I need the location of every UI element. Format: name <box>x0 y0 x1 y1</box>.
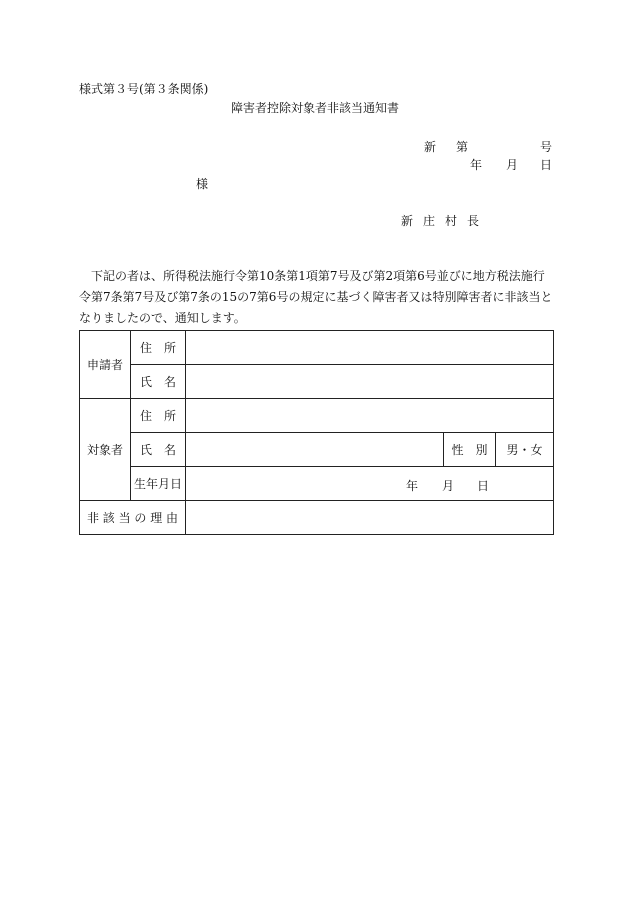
reference-prefix: 新 <box>424 140 437 154</box>
subject-address-row <box>80 399 554 433</box>
subject-name-label: 氏 名 <box>131 433 186 467</box>
applicant-name-row <box>80 365 554 399</box>
subject-name-row <box>80 433 554 467</box>
issue-month: 月 <box>506 158 519 172</box>
dob-year: 年 <box>406 479 419 493</box>
issuer-name: 新庄村長 <box>401 214 490 228</box>
dob-field[interactable] <box>186 467 554 501</box>
subject-address-label: 住 所 <box>131 399 186 433</box>
notice-body-text: 下記の者は、所得税法施行令第10条第1項第7号及び第2項第6号並びに地方税法施行令第7条第7号及び第7条の15の7第6号の規定に基づく障害者又は特別障害者に非該当となりましたので、通知します。 <box>79 269 553 325</box>
dob-day: 日 <box>477 479 490 493</box>
reference-go: 号 <box>540 140 553 154</box>
addressee-suffix: 様 <box>196 177 209 191</box>
subject-address-field[interactable] <box>186 399 554 433</box>
applicant-label: 申請者 <box>80 331 131 399</box>
applicant-name-field[interactable] <box>186 365 554 399</box>
applicant-address-row <box>80 331 554 365</box>
applicant-address-field[interactable] <box>186 331 554 365</box>
dob-month: 月 <box>442 479 455 493</box>
sex-options[interactable]: 男・女 <box>496 433 554 467</box>
reason-row <box>80 501 554 535</box>
subject-name-field[interactable] <box>186 433 444 467</box>
reference-dai: 第 <box>456 140 469 154</box>
notification-table <box>79 330 554 535</box>
issue-year: 年 <box>470 158 483 172</box>
sex-label: 性 別 <box>444 433 496 467</box>
dob-label: 生年月日 <box>131 467 186 501</box>
reason-label: 非 該 当 の 理 由 <box>80 501 186 535</box>
subject-dob-row <box>80 467 554 501</box>
reason-field[interactable] <box>186 501 554 535</box>
applicant-address-label: 住 所 <box>131 331 186 365</box>
form-number: 様式第３号(第３条関係) <box>79 82 209 96</box>
subject-label: 対象者 <box>80 399 131 501</box>
document-title: 障害者控除対象者非該当通知書 <box>230 101 399 115</box>
issue-day: 日 <box>540 158 553 172</box>
applicant-name-label: 氏 名 <box>131 365 186 399</box>
